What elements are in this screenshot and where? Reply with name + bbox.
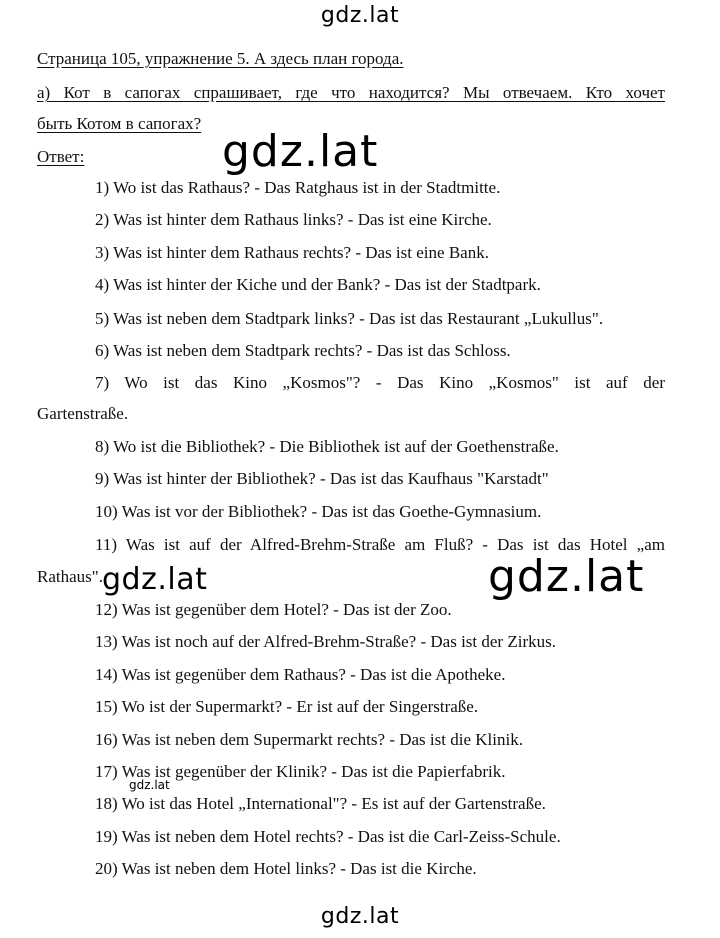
watermark-small: gdz.lat — [129, 778, 170, 792]
answer-11-continuation: Rathaus". — [37, 567, 103, 586]
answer-2: 2) Was ist hinter dem Rathaus links? - Das ist eine Kirche. — [95, 210, 492, 229]
task-line-1: а) Кот в сапогах спрашивает, где что находится? Мы отвечаем. Кто хочет — [37, 83, 665, 102]
answer-16: 16) Was ist neben dem Supermarkt rechts? - Das ist die Klinik. — [95, 730, 523, 749]
answer-14: 14) Was ist gegenüber dem Rathaus? - Das ist die Apotheke. — [95, 665, 506, 684]
answer-1: 1) Wo ist das Rathaus? - Das Ratghaus ist in der Stadtmitte. — [95, 178, 501, 197]
watermark-top: gdz.lat — [320, 3, 400, 28]
answer-19: 19) Was ist neben dem Hotel rechts? - Das ist die Carl-Zeiss-Schule. — [95, 827, 561, 846]
answer-11: 11) Was ist auf der Alfred-Brehm-Straße am Fluß? - Das ist das Hotel „am — [95, 535, 665, 554]
answer-7: 7) Wo ist das Kino „Kosmos"? - Das Kino „Kosmos" ist auf der — [95, 373, 665, 392]
task-line-2: быть Котом в сапогах? — [37, 114, 202, 133]
answer-3: 3) Was ist hinter dem Rathaus rechts? - Das ist eine Bank. — [95, 243, 489, 262]
watermark-large-left: gdz.lat — [222, 126, 379, 177]
answer-5: 5) Was ist neben dem Stadtpark links? - Das ist das Restaurant „Lukullus". — [95, 309, 604, 328]
watermark-large-right: gdz.lat — [488, 551, 645, 602]
answer-6: 6) Was ist neben dem Stadtpark rechts? - Das ist das Schloss. — [95, 341, 511, 360]
answer-15: 15) Wo ist der Supermarkt? - Er ist auf der Singerstraße. — [95, 697, 479, 716]
answer-9: 9) Was ist hinter der Bibliothek? - Das ist das Kaufhaus "Karstadt" — [95, 469, 549, 488]
answer-7-continuation: Gartenstraße. — [37, 404, 129, 423]
answer-13: 13) Was ist noch auf der Alfred-Brehm-Straße? - Das ist der Zirkus. — [95, 632, 556, 651]
answer-10: 10) Was ist vor der Bibliothek? - Das ist das Goethe-Gymnasium. — [95, 502, 542, 521]
answer-12: 12) Was ist gegenüber dem Hotel? - Das ist der Zoo. — [95, 600, 452, 619]
answer-17: 17) Was ist gegenüber der Klinik? - Das ist die Papierfabrik. — [95, 762, 506, 781]
answer-20: 20) Was ist neben dem Hotel links? - Das ist die Kirche. — [95, 859, 477, 878]
answer-label: Ответ: — [37, 147, 85, 166]
watermark-bottom: gdz.lat — [320, 904, 400, 929]
answer-4: 4) Was ist hinter der Kiche und der Bank? - Das ist der Stadtpark. — [95, 275, 541, 294]
answer-8: 8) Wo ist die Bibliothek? - Die Bibliothek ist auf der Goethenstraße. — [95, 437, 559, 456]
page-reference: Страница 105, упражнение 5. А здесь план города. — [37, 49, 404, 68]
watermark-medium: gdz.lat — [102, 562, 208, 597]
answer-18: 18) Wo ist das Hotel „International"? - Es ist auf der Gartenstraße. — [95, 794, 546, 813]
